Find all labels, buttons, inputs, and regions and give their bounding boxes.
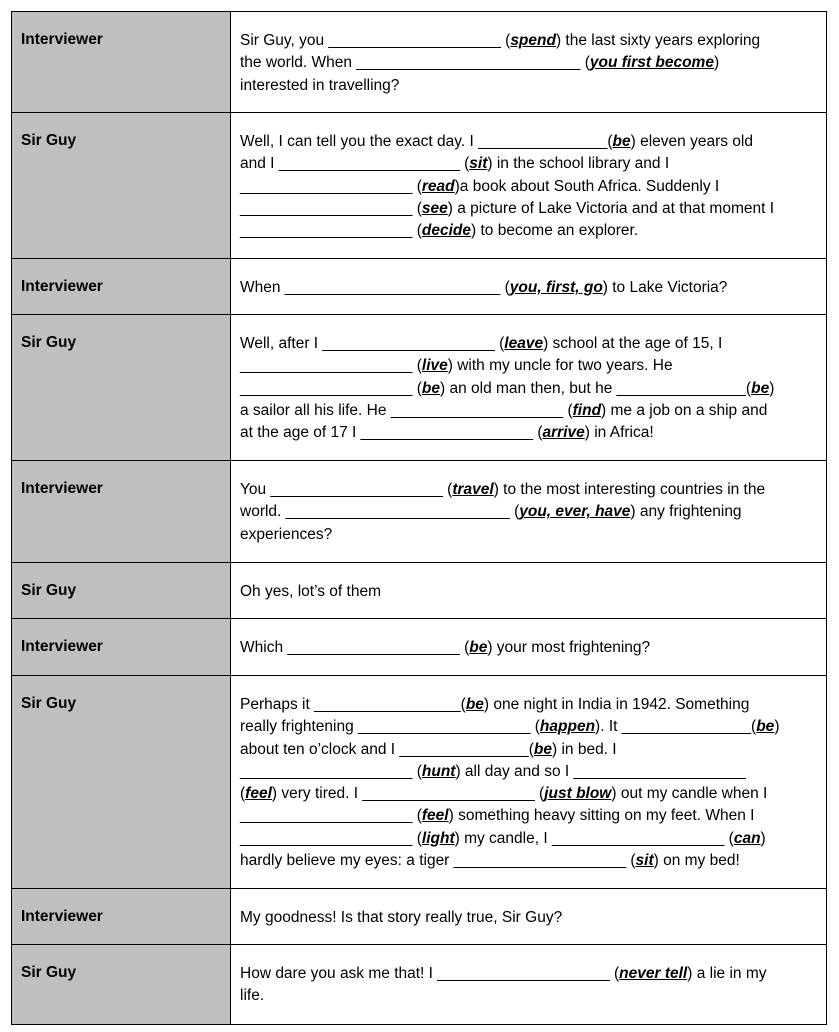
verb-prompt: read: [421, 177, 455, 195]
verb-prompt: feel: [245, 785, 272, 803]
text-segment: about ten o’clock and I _______________(: [240, 740, 534, 758]
text-segment: ) in Africa!: [584, 424, 654, 442]
text-line: [240, 422, 816, 444]
verb-prompt: see: [421, 199, 448, 217]
speaker-cell: Sir Guy: [12, 945, 231, 1025]
text-line: [240, 850, 816, 872]
text-segment: ____________________ (: [240, 379, 422, 397]
verb-prompt: find: [572, 401, 602, 419]
text-segment: ) a picture of Lake Victoria and at that moment I: [447, 199, 775, 217]
text-line: [240, 694, 816, 716]
dialogue-text-cell: [231, 12, 827, 113]
text-segment: ) my candle, I ____________________ (: [454, 829, 734, 847]
dialogue-row: [12, 676, 827, 889]
verb-prompt: sit: [469, 155, 488, 173]
text-segment: and I _____________________ (: [240, 155, 470, 173]
text-segment: )a book about South Africa. Suddenly I: [454, 177, 720, 195]
verb-prompt: be: [421, 379, 440, 397]
dialogue-text-cell: [231, 945, 827, 1025]
text-segment: ) one night in India in 1942. Something: [483, 696, 750, 713]
verb-prompt: live: [421, 357, 448, 375]
text-segment: ): [713, 54, 720, 72]
text-segment: life.: [240, 987, 265, 1005]
dialogue-table: [11, 11, 827, 1025]
text-line: [240, 907, 816, 929]
text-segment: ) out my candle when I: [611, 785, 768, 803]
speaker-cell: Sir Guy: [12, 676, 231, 889]
text-segment: Which ____________________ (: [240, 639, 470, 656]
text-line: [240, 761, 816, 783]
speaker-cell: Sir Guy: [12, 563, 231, 619]
text-segment: ) the last sixty years exploring: [555, 32, 761, 49]
verb-prompt: be: [612, 133, 631, 150]
text-line: [240, 75, 816, 97]
speaker-cell: Interviewer: [12, 461, 231, 563]
text-segment: ) to the most interesting countries in the: [493, 481, 766, 498]
dialogue-row: [12, 259, 827, 315]
text-segment: ) me a job on a ship and: [601, 401, 768, 419]
text-line: [240, 220, 816, 242]
text-segment: How dare you ask me that! I ____________________ (: [240, 965, 620, 982]
verb-prompt: hunt: [421, 762, 456, 780]
verb-prompt: just blow: [544, 785, 612, 803]
dialogue-text-cell: [231, 563, 827, 619]
dialogue-text-cell: [231, 889, 827, 945]
text-segment: Oh yes, lot’s of them: [240, 583, 381, 600]
text-segment: experiences?: [240, 525, 333, 543]
text-segment: ): [774, 718, 780, 736]
text-segment: ) very tired. I ____________________ (: [271, 785, 545, 803]
verb-prompt: be: [751, 379, 770, 397]
dialogue-row: [12, 563, 827, 619]
text-segment: ) on my bed!: [653, 852, 740, 870]
verb-prompt: travel: [452, 481, 494, 498]
text-segment: ) eleven years old: [630, 133, 753, 150]
text-segment: Perhaps it _________________(: [240, 696, 466, 713]
text-segment: ): [760, 829, 766, 847]
text-line: [240, 355, 816, 377]
text-line: [240, 716, 816, 738]
speaker-cell: Interviewer: [12, 259, 231, 315]
text-segment: really frightening ____________________ (: [240, 718, 540, 736]
text-segment: ) all day and so I ____________________: [455, 762, 746, 780]
text-segment: My goodness! Is that story really true, Sir Guy?: [240, 909, 563, 926]
text-line: [240, 131, 816, 153]
text-line: [240, 378, 816, 400]
text-segment: ) school at the age of 15, I: [543, 335, 723, 352]
verb-prompt: happen: [539, 718, 596, 736]
speaker-cell: Interviewer: [12, 12, 231, 113]
verb-prompt: leave: [504, 335, 544, 352]
text-segment: (: [240, 785, 246, 803]
dialogue-row: [12, 12, 827, 113]
text-segment: ____________________ (: [240, 357, 422, 375]
text-segment: Sir Guy, you ____________________ (: [240, 32, 511, 49]
speaker-cell: Sir Guy: [12, 315, 231, 461]
text-segment: world. __________________________ (: [240, 503, 520, 521]
text-segment: ): [769, 379, 775, 397]
dialogue-row: [12, 619, 827, 676]
text-line: [240, 176, 816, 198]
verb-prompt: sit: [635, 852, 654, 870]
text-line: [240, 524, 816, 546]
text-segment: ) in bed. I: [551, 740, 617, 758]
text-segment: ) to become an explorer.: [471, 222, 639, 240]
dialogue-text-cell: [231, 259, 827, 315]
text-segment: ____________________ (: [240, 177, 422, 195]
text-segment: ) to Lake Victoria?: [602, 279, 728, 296]
dialogue-row: [12, 461, 827, 563]
verb-prompt: be: [465, 696, 484, 713]
text-line: [240, 52, 816, 74]
dialogue-text-cell: [231, 315, 827, 461]
speaker-cell: Interviewer: [12, 619, 231, 676]
text-line: [240, 400, 816, 422]
text-line: [240, 479, 816, 501]
verb-prompt: feel: [421, 807, 449, 825]
text-segment: ____________________ (: [240, 807, 422, 825]
verb-prompt: decide: [421, 222, 471, 240]
text-line: [240, 985, 816, 1007]
text-segment: When _________________________ (: [240, 279, 510, 296]
text-line: [240, 153, 816, 175]
text-line: [240, 333, 816, 355]
text-segment: hardly believe my eyes: a tiger ____________________ (: [240, 852, 636, 870]
text-segment: ) any frightening: [630, 503, 742, 521]
text-segment: ) your most frightening?: [487, 639, 651, 656]
speaker-cell: Sir Guy: [12, 113, 231, 259]
text-segment: at the age of 17 I ____________________ (: [240, 424, 543, 442]
verb-prompt: can: [733, 829, 761, 847]
text-line: [240, 581, 816, 603]
text-segment: interested in travelling?: [240, 76, 400, 94]
text-segment: ) in the school library and I: [487, 155, 670, 173]
verb-prompt: spend: [510, 32, 556, 49]
text-line: [240, 198, 816, 220]
verb-prompt: be: [756, 718, 775, 736]
dialogue-row: [12, 315, 827, 461]
text-segment: ____________________ (: [240, 222, 422, 240]
verb-prompt: you, first, go: [509, 279, 603, 296]
dialogue-row: [12, 945, 827, 1025]
text-segment: a sailor all his life. He ____________________ (: [240, 401, 573, 419]
text-segment: ) something heavy sitting on my feet. When I: [448, 807, 755, 825]
text-segment: ____________________ (: [240, 762, 422, 780]
verb-prompt: be: [533, 740, 552, 758]
text-segment: Well, after I ____________________ (: [240, 335, 505, 352]
dialogue-row: [12, 113, 827, 259]
verb-prompt: never tell: [619, 965, 688, 982]
verb-prompt: light: [421, 829, 455, 847]
dialogue-text-cell: [231, 113, 827, 259]
dialogue-text-cell: [231, 676, 827, 889]
speaker-cell: Interviewer: [12, 889, 231, 945]
dialogue-text-cell: [231, 619, 827, 676]
text-line: [240, 783, 816, 805]
text-segment: ). It _______________(: [595, 718, 757, 736]
text-line: [240, 30, 816, 52]
verb-prompt: be: [469, 639, 488, 656]
verb-prompt: you first become: [589, 54, 714, 72]
text-segment: Well, I can tell you the exact day. I _______________(: [240, 133, 613, 150]
text-segment: You ____________________ (: [240, 481, 453, 498]
dialogue-text-cell: [231, 461, 827, 563]
text-line: [240, 963, 816, 985]
verb-prompt: you, ever, have: [519, 503, 631, 521]
text-segment: ) a lie in my: [687, 965, 767, 982]
text-line: [240, 828, 816, 850]
text-line: [240, 739, 816, 761]
verb-prompt: arrive: [542, 424, 585, 442]
text-segment: ____________________ (: [240, 829, 422, 847]
text-line: [240, 501, 816, 523]
text-segment: ) with my uncle for two years. He: [447, 357, 673, 375]
text-line: [240, 637, 816, 659]
text-segment: the world. When __________________________ (: [240, 54, 590, 72]
text-segment: ) an old man then, but he _______________(: [439, 379, 752, 397]
text-line: [240, 805, 816, 827]
text-line: [240, 277, 816, 299]
dialogue-row: [12, 889, 827, 945]
text-segment: ____________________ (: [240, 199, 422, 217]
